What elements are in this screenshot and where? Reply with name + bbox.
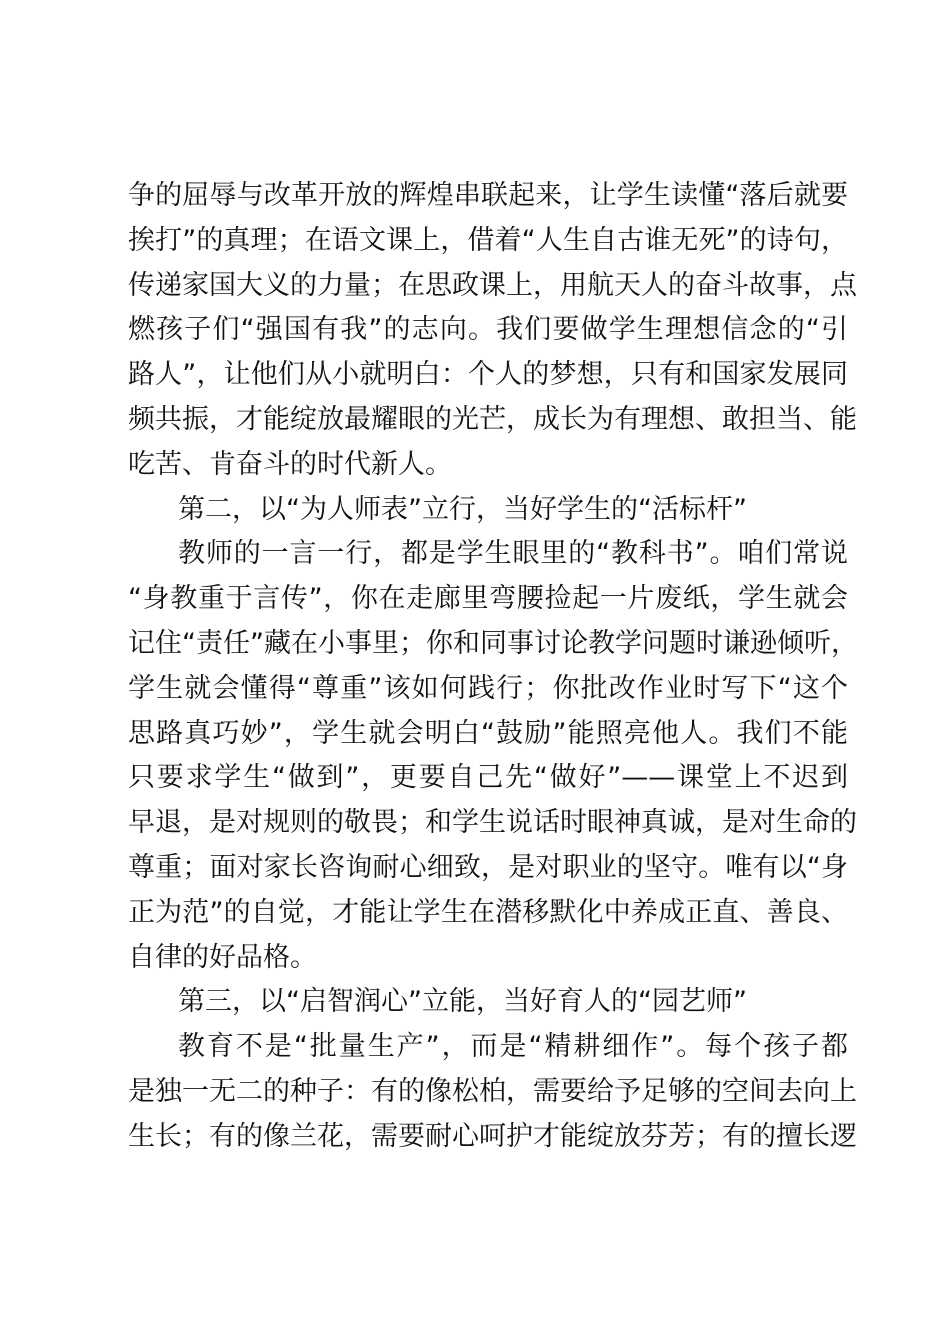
text-line: 传递家国大义的力量；在思政课上，用航天人的奋斗故事，点 [128, 269, 857, 301]
text-line: 争的屈辱与改革开放的辉煌串联起来，让学生读懂“落后就要 [128, 180, 848, 211]
text-line: 早退，是对规则的敬畏；和学生说话时眼神真诚，是对生命的 [128, 807, 857, 839]
section-heading-2: 第二，以“为人师表”立行，当好学生的“活标杆” [178, 493, 747, 525]
text-line: 尊重；面对家长咨询耐心细致，是对职业的坚守。唯有以“身 [128, 851, 848, 883]
text-line: 思路真巧妙”，学生就会明白“鼓励”能照亮他人。我们不能 [128, 717, 848, 749]
text-line: 是独一无二的种子：有的像松柏，需要给予足够的空间去向上 [128, 1075, 857, 1107]
text-line: 燃孩子们“强国有我”的志向。我们要做学生理想信念的“引 [128, 314, 848, 346]
text-line: 教师的一言一行，都是学生眼里的“教科书”。咱们常说 [178, 538, 848, 570]
text-line: 学生就会懂得“尊重”该如何践行；你批改作业时写下“这个 [128, 672, 848, 704]
text-line: 路人”，让他们从小就明白：个人的梦想，只有和国家发展同 [128, 359, 848, 391]
text-line: 正为范”的自觉，才能让学生在潜移默化中养成正直、善良、 [128, 896, 848, 928]
text-line: 生长；有的像兰花，需要耐心呵护才能绽放芬芳；有的擅长逻 [128, 1120, 857, 1152]
section-heading-3: 第三，以“启智润心”立能，当好育人的“园艺师” [178, 986, 747, 1018]
text-line: 只要求学生“做到”，更要自己先“做好”——课堂上不迟到 [128, 762, 848, 794]
text-line: 教育不是“批量生产”，而是“精耕细作”。每个孩子都 [178, 1031, 848, 1063]
text-line: 吃苦、肯奋斗的时代新人。 [128, 448, 452, 480]
text-line: 自律的好品格。 [128, 941, 317, 973]
body-text [128, 174, 858, 1160]
text-line: “身教重于言传”，你在走廊里弯腰捡起一片废纸，学生就会 [128, 583, 848, 615]
text-line: 频共振，才能绽放最耀眼的光芒，成长为有理想、敢担当、能 [128, 403, 857, 435]
text-line: 记住“责任”藏在小事里；你和同事讨论教学问题时谦逊倾听， [128, 627, 858, 659]
text-line: 挨打”的真理；在语文课上，借着“人生自古谁无死”的诗句， [128, 224, 848, 256]
